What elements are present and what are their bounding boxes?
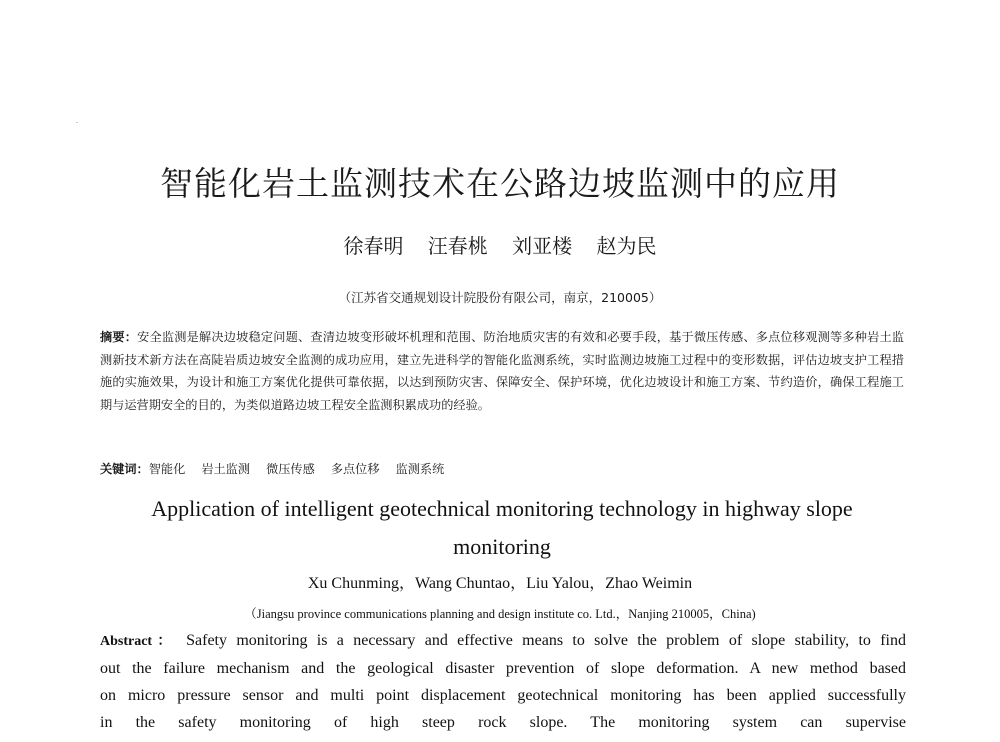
english-abstract-line (100, 627, 906, 655)
chinese-authors: 徐春明 汪春桃 刘亚楼 赵为民 (343, 234, 657, 258)
english-abstract-line-text: Safety monitoring is a necessary and effective means to solve the problem of slope stability, to find (186, 632, 907, 649)
chinese-title: 智能化岩土监测技术在公路边坡监测中的应用 (160, 164, 840, 203)
english-abstract-label: Abstract： (100, 634, 177, 649)
english-title: Application of intelligent geotechnical monitoring technology in highway slope monitoring (151, 496, 853, 559)
keyword: 多点位移 (330, 462, 380, 476)
keyword: 微压传感 (266, 462, 315, 476)
english-abstract (100, 627, 906, 736)
english-abstract-line: in the safety monitoring of high steep rock slope. The monitoring system can supervise (100, 714, 906, 731)
keyword: 岩土监测 (201, 462, 251, 476)
chinese-keywords (100, 458, 904, 480)
keyword: 智能化 (148, 462, 186, 476)
chinese-keywords-label: 关键词： (100, 462, 149, 476)
chinese-affiliation: （江苏省交通规划设计院股份有限公司，南京，210005） (338, 290, 662, 305)
english-authors: Xu Chunming，Wang Chuntao，Liu Yalou，Zhao Weimin (307, 575, 693, 592)
keyword: 监测系统 (395, 462, 445, 476)
scan-speck (76, 122, 78, 123)
chinese-abstract (100, 326, 904, 416)
english-affiliation: （Jiangsu province communications planning and design institute co. Ltd.，Nanjing 210005，China) (244, 607, 756, 621)
english-abstract-line: out the failure mechanism and the geological disaster prevention of slope deformation. A new method based (100, 660, 906, 677)
english-abstract-line: on micro pressure sensor and multi point displacement geotechnical monitoring has been applied successfully (100, 687, 906, 704)
chinese-abstract-label: 摘要： (100, 330, 138, 344)
chinese-abstract-text: 安全监测是解决边坡稳定问题、查清边坡变形破坏机理和范围、防治地质灾害的有效和必要手段，基于微压传感、多点位移观测等多种岩土监测新技术新方法在高陡岩质边坡安全监测的成功应用，建立先进科学的智能化监测系统，实时监测边坡施工过程中的变形数据，评估边坡支护工程措施的实施效果，为设计和施工方案优化提供可靠依据，以达到预防灾害、保障安全、保护环境，优化边坡设计和施工方案、节约造价，确保工程施工期与运营期安全的目的，为类似道路边坡工程安全监测积累成功的经验。 (100, 330, 905, 412)
